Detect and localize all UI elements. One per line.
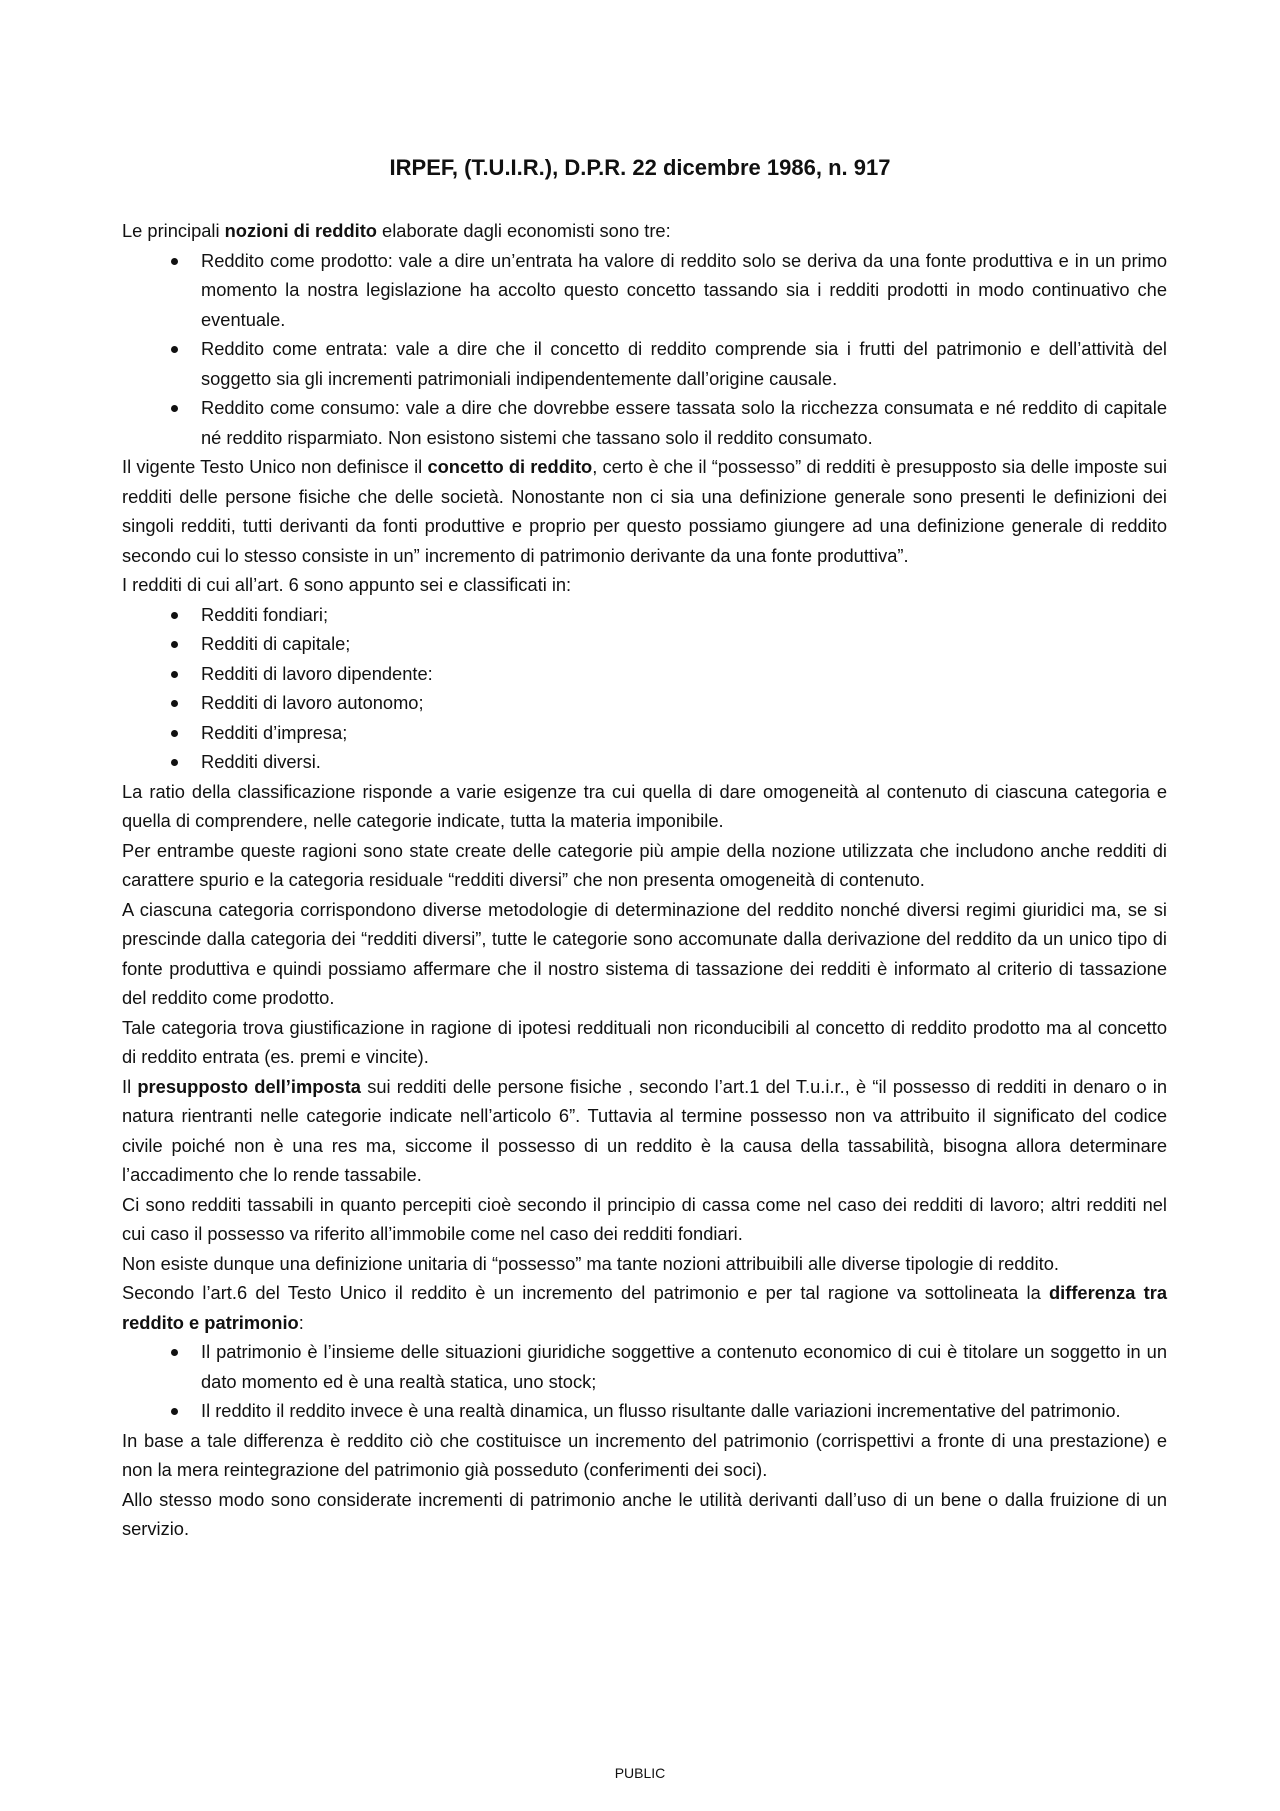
- paragraph: Per entrambe queste ragioni sono state create delle categorie più ampie della nozione utilizzata che includono anche redditi di carattere spurio e la categoria residuale “redditi diversi” che non presenta omogeneità di contenuto.: [122, 839, 1167, 890]
- paragraph: A ciascuna categoria corrispondono diverse metodologie di determinazione del reddito nonché diversi regimi giuridici ma, se si prescinde dalla categoria dei “redditi diversi”, tutte le categorie sono accomunate dalla derivazione del reddito da un unico tipo di fonte produttiva e quindi possiamo affermare che il nostro sistema di tassazione dei redditi è informato al criterio di tassazione del reddito come prodotto.: [122, 898, 1167, 1008]
- list-item: Redditi d’impresa;: [201, 718, 1167, 748]
- document-title: IRPEF, (T.U.I.R.), D.P.R. 22 dicembre 1986, n. 917: [389, 155, 891, 180]
- income-categories-list: [122, 600, 1167, 777]
- paragraph: Ci sono redditi tassabili in quanto percepiti cioè secondo il principio di cassa come nel caso dei redditi di lavoro; altri redditi nel cui caso il possesso va riferito all’immobile come nel caso dei redditi fondiari.: [122, 1193, 1167, 1244]
- paragraph: Secondo l’art.6 del Testo Unico il reddito è un incremento del patrimonio e per tal ragione va sottolineata la differenza tra reddito e patrimonio:: [122, 1282, 1167, 1333]
- list-item: Redditi di lavoro dipendente:: [201, 659, 1167, 689]
- list-item: Il patrimonio è l’insieme delle situazioni giuridiche soggettive a contenuto economico di cui è titolare un soggetto in un dato momento ed è una realtà statica, uno stock;: [201, 1337, 1167, 1396]
- list-item: Redditi diversi.: [201, 747, 1167, 777]
- paragraph: In base a tale differenza è reddito ciò che costituisce un incremento del patrimonio (corrispettivi a fronte di una prestazione) e non la mera reintegrazione del patrimonio già posseduto (conferimenti dei soci).: [122, 1429, 1167, 1480]
- list-item: Il reddito il reddito invece è una realtà dinamica, un flusso risultante dalle variazioni incrementative del patrimonio.: [201, 1396, 1167, 1426]
- paragraph: Non esiste dunque una definizione unitaria di “possesso” ma tante nozioni attribuibili alle diverse tipologie di reddito.: [122, 1252, 1059, 1274]
- list-item: Redditi fondiari;: [201, 600, 1167, 630]
- list-item: Reddito come prodotto: vale a dire un’entrata ha valore di reddito solo se deriva da una fonte produttiva e in un primo momento la nostra legislazione ha accolto questo concetto tassando sia i redditi prodotti in modo continuativo che eventuale.: [201, 246, 1167, 335]
- paragraph: La ratio della classificazione risponde a varie esigenze tra cui quella di dare omogeneità al contenuto di ciascuna categoria e quella di comprendere, nelle categorie indicate, tutta la materia imponibile.: [122, 780, 1167, 831]
- paragraph: Allo stesso modo sono considerate incrementi di patrimonio anche le utilità derivanti dall’uso di un bene o dalla fruizione di un servizio.: [122, 1488, 1167, 1539]
- paragraph: I redditi di cui all’art. 6 sono appunto sei e classificati in:: [122, 574, 572, 595]
- income-notions-list: [122, 246, 1167, 453]
- classification-footer: PUBLIC: [614, 1765, 666, 1781]
- document-body: [122, 216, 1167, 1544]
- list-item: Redditi di capitale;: [201, 629, 1167, 659]
- list-item: Reddito come consumo: vale a dire che dovrebbe essere tassata solo la ricchezza consumata e né reddito di capitale né reddito risparmiato. Non esistono sistemi che tassano solo il reddito consumato.: [201, 393, 1167, 452]
- list-item: Redditi di lavoro autonomo;: [201, 688, 1167, 718]
- paragraph: Le principali nozioni di reddito elaborate dagli economisti sono tre:: [122, 220, 671, 241]
- income-vs-patrimony-list: [122, 1337, 1167, 1426]
- paragraph: Il presupposto dell’imposta sui redditi delle persone fisiche , secondo l’art.1 del T.u.i.r., è “il possesso di redditi in denaro o in natura rientranti nelle categorie indicate nell’articolo 6”. Tuttavia al termine possesso non va attribuito il significato del codice civile poiché non è una res ma, siccome il possesso di un reddito è la causa della tassabilità, bisogna allora determinare l’accadimento che lo rende tassabile.: [122, 1075, 1167, 1185]
- list-item: Reddito come entrata: vale a dire che il concetto di reddito comprende sia i frutti del patrimonio e dell’attività del soggetto sia gli incrementi patrimoniali indipendentemente dall’origine causale.: [201, 334, 1167, 393]
- paragraph: Tale categoria trova giustificazione in ragione di ipotesi reddituali non riconducibili al concetto di reddito prodotto ma al concetto di reddito entrata (es. premi e vincite).: [122, 1016, 1167, 1067]
- paragraph: Il vigente Testo Unico non definisce il concetto di reddito, certo è che il “possesso” di redditi è presupposto sia delle imposte sui redditi delle persone fisiche che delle società. Nonostante non ci sia una definizione generale sono presenti le definizioni dei singoli redditi, tutti derivanti da fonti produttive e proprio per questo possiamo giungere ad una definizione generale di reddito secondo cui lo stesso consiste in un” incremento di patrimonio derivante da una fonte produttiva”.: [122, 456, 1168, 566]
